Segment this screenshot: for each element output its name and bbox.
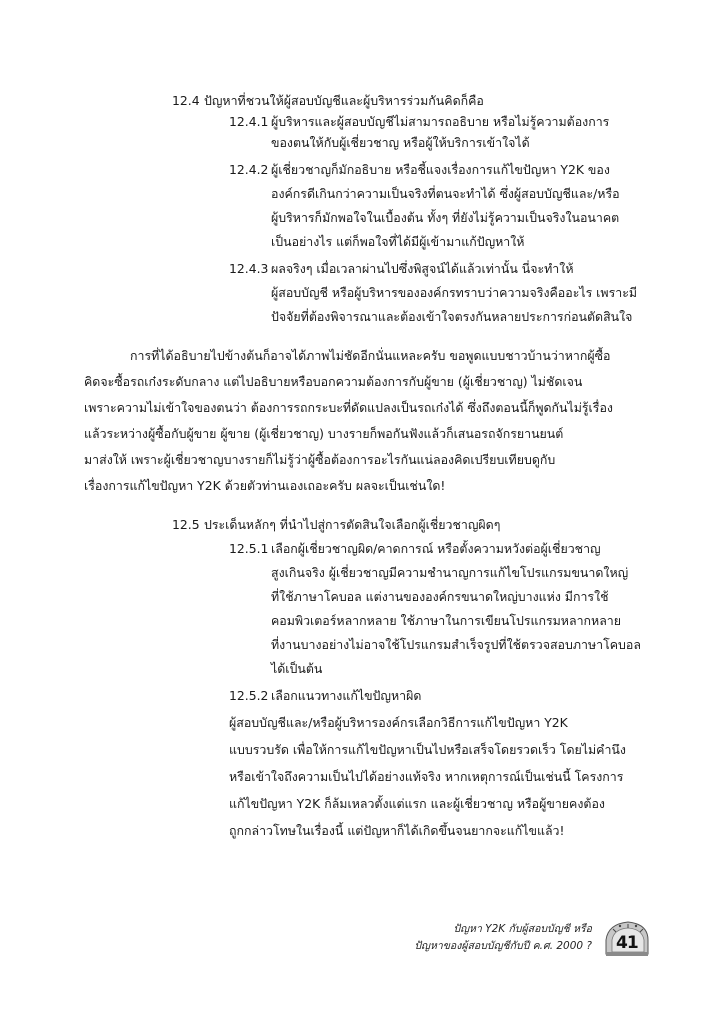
- item-line: คอมพิวเตอร์หลากหลาย ใช้ภาษาในการเขียนโปรแกรมหลากหลาย: [271, 613, 622, 628]
- page-number: 41: [616, 933, 638, 953]
- item-line: เลือกผู้เชี่ยวชาญผิด/คาดการณ์ หรือตั้งความหวังต่อผู้เชี่ยวชาญ: [271, 541, 601, 556]
- item-line: ผลจริงๆ เมื่อเวลาผ่านไปซึ่งพิสูจน์ได้แล้วเท่านั้น นี่จะทำให้: [271, 261, 574, 276]
- section-number: 12.5: [172, 517, 200, 532]
- paragraph-line: ผู้สอบบัญชีและ/หรือผู้บริหารองค์กรเลือกวิธีการแก้ไขปัญหา Y2K: [229, 715, 568, 730]
- item-line: ผู้สอบบัญชี หรือผู้บริหารขององค์กรทราบว่าความจริงคืออะไร เพราะมี: [271, 285, 638, 300]
- item-line: ที่งานบางอย่างไม่อาจใช้โปรแกรมสำเร็จรูปที่ใช้ตรวจสอบภาษาโคบอล: [271, 637, 641, 652]
- paragraph-line: มาส่งให้ เพราะผู้เชี่ยวชาญบางรายก็ไม่รู้ว่าผู้ซื้อต้องการอะไรกันแน่ลองคิดเปรียบเทียบดูกับ: [84, 452, 556, 467]
- item-line: เลือกแนวทางแก้ไขปัญหาผิด: [271, 688, 422, 703]
- item-line: ผู้เชี่ยวชาญก็มักอธิบาย หรือชี้แจงเรื่องการแก้ไขปัญหา Y2K ของ: [271, 162, 610, 177]
- paragraph-line: แก้ไขปัญหา Y2K ก็ล้มเหลวตั้งแต่แรก และผู้เชี่ยวชาญ หรือผู้ขายคงต้อง: [229, 796, 605, 811]
- page-number-badge: [604, 918, 650, 958]
- item-line: ได้เป็นต้น: [271, 661, 323, 676]
- item-line: ผู้บริหารและผู้สอบบัญชีไม่สามารถอธิบาย หรือไม่รู้ความต้องการ: [271, 114, 610, 129]
- paragraph-line: คิดจะซื้อรถเก๋งระดับกลาง แต่ไปอธิบายหรือบอกความต้องการกับผู้ขาย (ผู้เชี่ยวชาญ) ไม่ชัดเจน: [84, 374, 583, 389]
- item-number: 12.4.3: [229, 261, 269, 276]
- item-line: เป็นอย่างไร แต่ก็พอใจที่ได้มีผู้เข้ามาแก้ปัญหาให้: [271, 234, 525, 249]
- paragraph-line: หรือเข้าใจถึงความเป็นไปได้อย่างแท้จริง หากเหตุการณ์เป็นเช่นนี้ โครงการ: [229, 769, 624, 784]
- item-number: 12.4.2: [229, 162, 269, 177]
- item-number: 12.5.2: [229, 688, 269, 703]
- paragraph-line: แบบรวบรัด เพื่อให้การแก้ไขปัญหาเป็นไปหรือเสร็จโดยรวดเร็ว โดยไม่คำนึง: [229, 742, 626, 757]
- footer-title-line: ปัญหา Y2K กับผู้สอบบัญชี หรือ: [453, 923, 592, 935]
- section-heading: ปัญหาที่ชวนให้ผู้สอบบัญชีและผู้บริหารร่วมกันคิดก็คือ: [204, 93, 484, 108]
- paragraph-line: เรื่องการแก้ไขปัญหา Y2K ด้วยตัวท่านเองเถอะครับ ผลจะเป็นเช่นใด!: [84, 478, 446, 493]
- paragraph-line: แล้วระหว่างผู้ซื้อกับผู้ขาย ผู้ขาย (ผู้เชี่ยวชาญ) บางรายก็พอกันฟังแล้วก็เสนอรถจักรยานยนต์: [84, 426, 564, 441]
- section-number: 12.4: [172, 93, 200, 108]
- item-number: 12.5.1: [229, 541, 269, 556]
- paragraph-line: การที่ได้อธิบายไปข้างต้นก็อาจได้ภาพไม่ชัดอีกนั่นแหละครับ ขอพูดแบบชาวบ้านว่าหากผู้ซื้อ: [130, 348, 611, 363]
- footer-title-line: ปัญหาของผู้สอบบัญชีกับปี ค.ศ. 2000 ?: [414, 940, 592, 952]
- paragraph-line: ถูกกล่าวโทษในเรื่องนี้ แต่ปัญหาก็ได้เกิดขึ้นจนยากจะแก้ไขแล้ว!: [229, 823, 565, 838]
- item-line: ปัจจัยที่ต้องพิจารณาและต้องเข้าใจตรงกันหลายประการก่อนตัดสินใจ: [271, 309, 633, 324]
- item-line: สูงเกินจริง ผู้เชี่ยวชาญมีความชำนาญการแก้ไขโปรแกรมขนาดใหญ่: [271, 565, 629, 580]
- section-heading: ประเด็นหลักๆ ที่นำไปสู่การตัดสินใจเลือกผู้เชี่ยวชาญผิดๆ: [204, 517, 501, 532]
- item-line: ผู้บริหารก็มักพอใจในเบื้องต้น ทั้งๆ ที่ยังไม่รู้ความเป็นจริงในอนาคต: [271, 210, 620, 225]
- item-line: ของตนให้กับผู้เชี่ยวชาญ หรือผู้ให้บริการเข้าใจได้: [271, 135, 530, 150]
- paragraph-line: เพราะความไม่เข้าใจของตนว่า ต้องการรถกระบะที่ดัดแปลงเป็นรถเก๋งได้ ซึ่งถึงตอนนี้ก็พูดกันไม่รู้เรื่อง: [84, 400, 613, 415]
- item-number: 12.4.1: [229, 114, 269, 129]
- item-line: ที่ใช้ภาษาโคบอล แต่งานขององค์กรขนาดใหญ่บางแห่ง มีการใช้: [271, 589, 609, 604]
- item-line: องค์กรดีเกินกว่าความเป็นจริงที่ตนจะทำได้ ซึ่งผู้สอบบัญชีและ/หรือ: [271, 186, 620, 201]
